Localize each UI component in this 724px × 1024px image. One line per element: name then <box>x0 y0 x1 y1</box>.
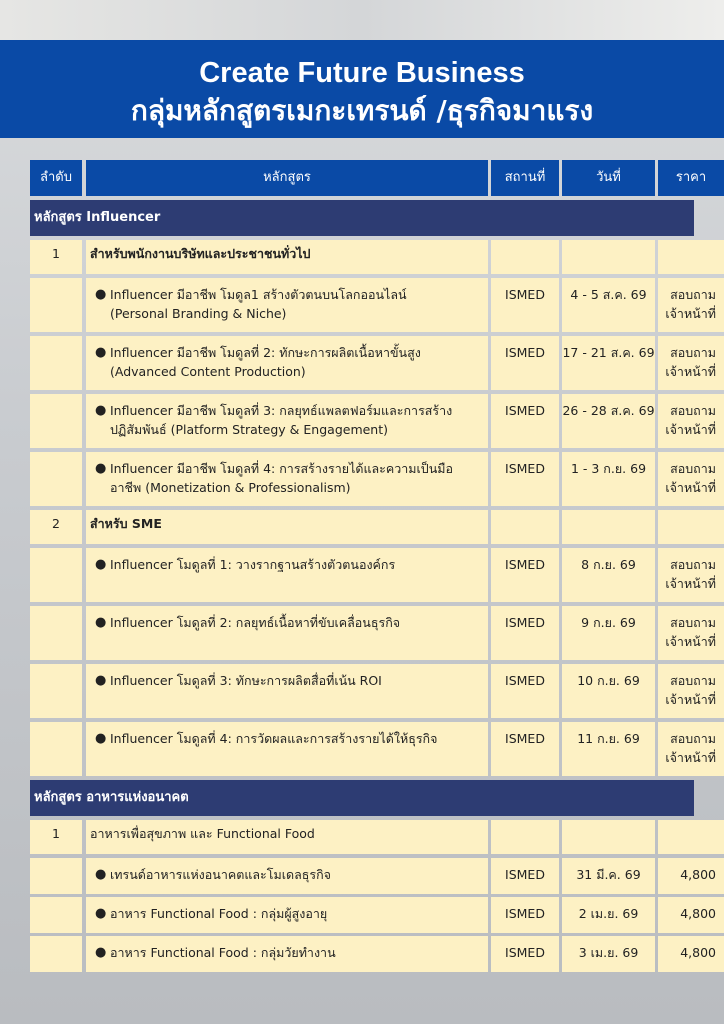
course-name: ● Influencer โมดูลที่ 3: ทักษะการผลิตสื่อที่เน้น ROI <box>86 664 488 718</box>
group-no: 2 <box>30 510 82 544</box>
course-place: ISMED <box>491 664 559 718</box>
course-name: ● Influencer โมดูลที่ 1: วางรากฐานสร้างตัวตนองค์กร <box>86 548 488 602</box>
column-header-date: วันที่ <box>562 160 655 196</box>
bullet-icon: ● <box>95 345 107 360</box>
course-place: ISMED <box>491 278 559 332</box>
course-date: 8 ก.ย. 69 <box>562 548 655 602</box>
bullet-icon: ● <box>95 731 107 746</box>
course-price: สอบถาม เจ้าหน้าที่ <box>658 278 724 332</box>
course-name: ● Influencer โมดูลที่ 2: กลยุทธ์เนื้อหาที่ขับเคลื่อนธุรกิจ <box>86 606 488 660</box>
course-price: สอบถาม เจ้าหน้าที่ <box>658 394 724 448</box>
title-thai: กลุ่มหลักสูตรเมกะเทรนด์ /ธุรกิจมาแรง <box>130 94 594 127</box>
course-place: ISMED <box>491 336 559 390</box>
course-price: สอบถาม เจ้าหน้าที่ <box>658 606 724 660</box>
course-place: ISMED <box>491 606 559 660</box>
column-header-place: สถานที่ <box>491 160 559 196</box>
bullet-icon: ● <box>95 461 107 476</box>
course-date: 3 เม.ย. 69 <box>562 936 655 972</box>
bullet-icon: ● <box>95 615 107 630</box>
course-price: สอบถาม เจ้าหน้าที่ <box>658 336 724 390</box>
bullet-icon: ● <box>95 945 107 960</box>
course-price: สอบถาม เจ้าหน้าที่ <box>658 548 724 602</box>
course-date: 10 ก.ย. 69 <box>562 664 655 718</box>
course-date: 4 - 5 ส.ค. 69 <box>562 278 655 332</box>
page-header <box>0 40 724 138</box>
course-name: ● อาหาร Functional Food : กลุ่มผู้สูงอายุ <box>86 897 488 933</box>
course-name: ● Influencer โมดูลที่ 4: การวัดผลและการสร้างรายได้ให้ธุรกิจ <box>86 722 488 776</box>
group-title: อาหารเพื่อสุขภาพ และ Functional Food <box>86 820 488 854</box>
column-header-price: ราคา <box>658 160 724 196</box>
section-title: หลักสูตร Influencer <box>34 210 161 225</box>
course-place: ISMED <box>491 897 559 933</box>
course-price: 4,800 <box>658 897 724 933</box>
course-place: ISMED <box>491 858 559 894</box>
course-name: ● อาหาร Functional Food : กลุ่มวัยทำงาน <box>86 936 488 972</box>
course-price: 4,800 <box>658 858 724 894</box>
course-name: ● Influencer มีอาชีพ โมดูล1 สร้างตัวตนบนโลกออนไลน์ (Personal Branding & Niche) <box>86 278 488 332</box>
bullet-icon: ● <box>95 673 107 688</box>
course-date: 2 เม.ย. 69 <box>562 897 655 933</box>
group-no: 1 <box>30 820 82 854</box>
background-photo <box>0 0 724 40</box>
course-price: 4,800 <box>658 936 724 972</box>
course-price: สอบถาม เจ้าหน้าที่ <box>658 452 724 506</box>
group-no: 1 <box>30 240 82 274</box>
course-price: สอบถาม เจ้าหน้าที่ <box>658 722 724 776</box>
course-place: ISMED <box>491 394 559 448</box>
course-name: ● Influencer มีอาชีพ โมดูลที่ 4: การสร้างรายได้และความเป็นมือ อาชีพ (Monetization & Professionalism) <box>86 452 488 506</box>
section-influencer <box>30 200 694 236</box>
title-english: Create Future Business <box>199 57 525 89</box>
bullet-icon: ● <box>95 287 107 302</box>
section-future-food <box>30 780 694 816</box>
group-title: สำหรับพนักงานบริษัทและประชาชนทั่วไป <box>86 240 488 274</box>
course-name: ● เทรนด์อาหารแห่งอนาคตและโมเดลธุรกิจ <box>86 858 488 894</box>
course-name: ● Influencer มีอาชีพ โมดูลที่ 3: กลยุทธ์แพลตฟอร์มและการสร้าง ปฏิสัมพันธ์ (Platform Strategy & Engagement) <box>86 394 488 448</box>
section-title: หลักสูตร อาหารแห่งอนาคต <box>34 790 189 805</box>
bullet-icon: ● <box>95 867 107 882</box>
bullet-icon: ● <box>95 403 107 418</box>
column-header-no: ลำดับ <box>30 160 82 196</box>
course-place: ISMED <box>491 936 559 972</box>
course-place: ISMED <box>491 548 559 602</box>
bullet-icon: ● <box>95 557 107 572</box>
course-date: 11 ก.ย. 69 <box>562 722 655 776</box>
course-date: 9 ก.ย. 69 <box>562 606 655 660</box>
course-date: 26 - 28 ส.ค. 69 <box>562 394 655 448</box>
bullet-icon: ● <box>95 906 107 921</box>
course-date: 31 มี.ค. 69 <box>562 858 655 894</box>
course-price: สอบถาม เจ้าหน้าที่ <box>658 664 724 718</box>
course-name: ● Influencer มีอาชีพ โมดูลที่ 2: ทักษะการผลิตเนื้อหาขั้นสูง (Advanced Content Production) <box>86 336 488 390</box>
course-place: ISMED <box>491 452 559 506</box>
course-date: 17 - 21 ส.ค. 69 <box>562 336 655 390</box>
column-header-course: หลักสูตร <box>86 160 488 196</box>
group-title: สำหรับ SME <box>86 510 488 544</box>
course-place: ISMED <box>491 722 559 776</box>
course-date: 1 - 3 ก.ย. 69 <box>562 452 655 506</box>
